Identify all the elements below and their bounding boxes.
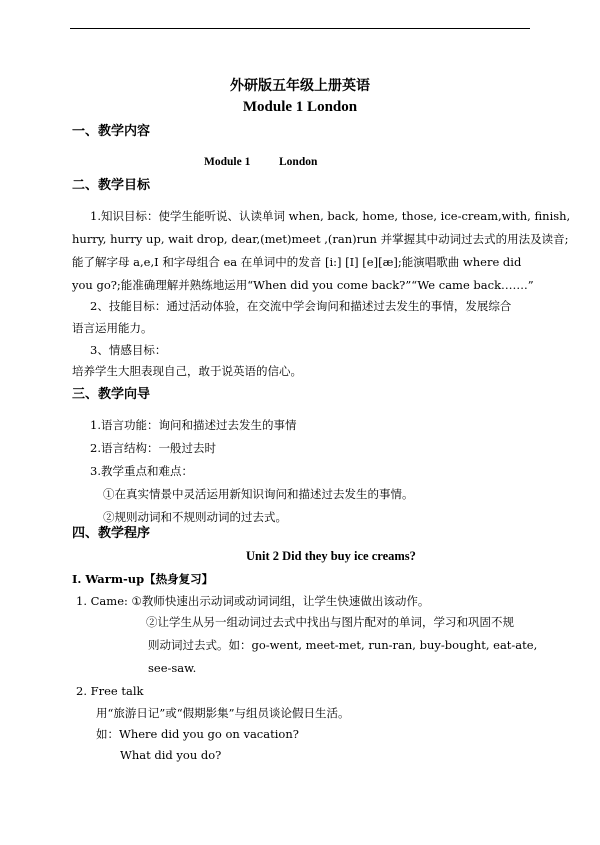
skill-line-2: 语言运用能力。 xyxy=(72,321,153,335)
section1-name: London xyxy=(279,156,318,168)
warmup-heading: Ⅰ. Warm-up【热身复习】 xyxy=(72,572,214,586)
emotion-text: 培养学生大胆表现自己，敢于说英语的信心。 xyxy=(72,364,302,378)
knowledge-line-3: 能了解字母 a,e,I 和字母组合 ea 在单词中的发音 [i:] [I] [e][æ];能演唱歌曲 where did xyxy=(72,255,522,269)
freetalk-description: 用“旅游日记”或“假期影集”与组员谈论假日生活。 xyxy=(96,706,350,720)
example-question-2: What did you do? xyxy=(120,748,222,762)
key-point-2: ②规则动词和不规则动词的过去式。 xyxy=(103,510,287,524)
key-point-1: ①在真实情景中灵活运用新知识询问和描述过去发生的事情。 xyxy=(103,487,414,501)
knowledge-line-2: hurry, hurry up, wait drop, dear,(met)meet ,(ran)run 并掌握其中动词过去式的用法及读音; xyxy=(72,232,569,246)
skill-line-1: 2、技能目标：通过活动体验，在交流中学会询问和描述过去发生的事情，发展综合 xyxy=(90,299,512,313)
section1-module: Module 1 xyxy=(204,156,251,168)
guide-item-3: 3.教学重点和难点： xyxy=(90,464,193,478)
knowledge-line-1: 1.知识目标：使学生能听说、认读单词 when, back, home, those, ice-cream,with, finish, xyxy=(90,209,571,223)
game-line-2: ②让学生从另一组动词过去式中找出与图片配对的单词，学习和巩固不规 xyxy=(146,615,514,629)
section4-heading: 四、教学程序 xyxy=(72,526,151,541)
header-rule xyxy=(70,28,530,29)
game-line-3: 则动词过去式。如：go-went, meet-met, run-ran, buy-bought, eat-ate, xyxy=(148,638,538,652)
guide-item-2: 2.语言结构：一般过去时 xyxy=(90,441,216,455)
game-line-4: see-saw. xyxy=(148,661,197,675)
example-question-1: 如：Where did you go on vacation? xyxy=(96,727,299,741)
section2-heading: 二、教学目标 xyxy=(72,178,151,193)
doc-title: 外研版五年级上册英语 xyxy=(230,78,370,94)
game-line-1: 1. Came: ①教师快速出示动词或动词词组，让学生快速做出该动作。 xyxy=(76,594,430,608)
section3-heading: 三、教学向导 xyxy=(72,387,151,402)
freetalk-heading: 2. Free talk xyxy=(76,684,144,698)
guide-item-1: 1.语言功能：询问和描述过去发生的事情 xyxy=(90,418,297,432)
emotion-title: 3、情感目标： xyxy=(90,343,167,357)
unit-title: Unit 2 Did they buy ice creams? xyxy=(246,549,416,563)
knowledge-line-4: you go?;能准确理解并熟练地运用“When did you come back?”“We came back…….” xyxy=(72,278,534,292)
section1-heading: 一、教学内容 xyxy=(72,124,151,139)
module-title: Module 1 London xyxy=(242,99,358,115)
